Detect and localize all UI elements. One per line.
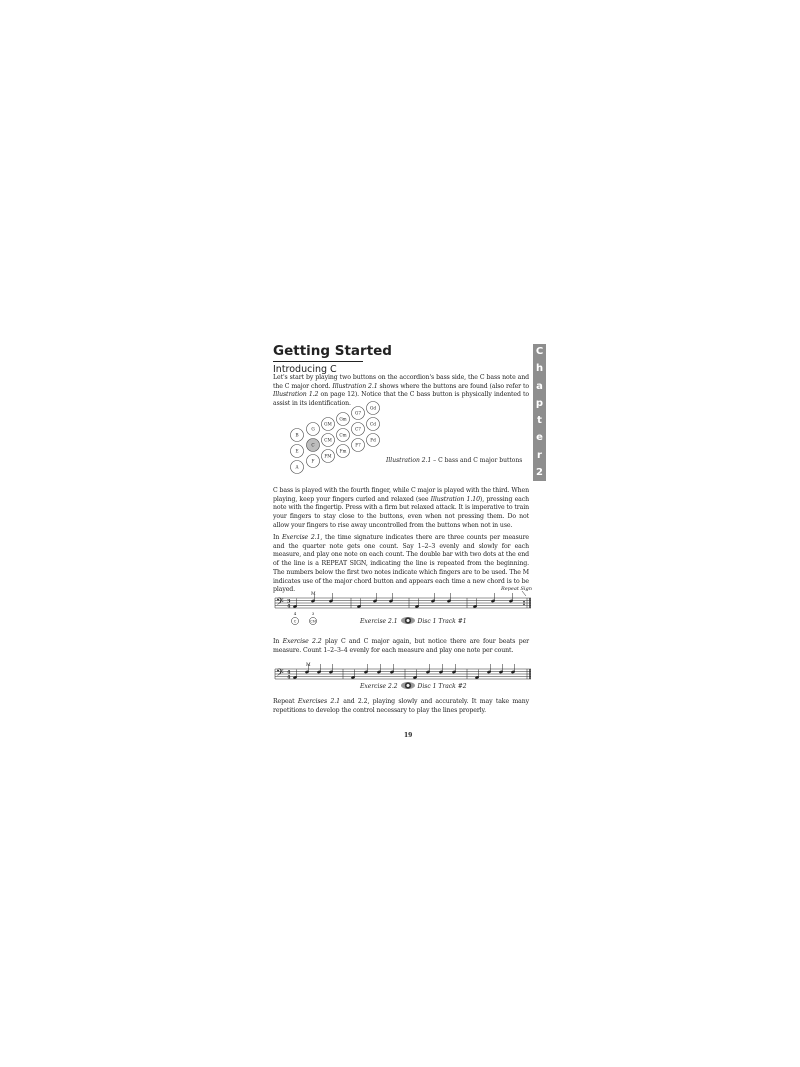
bass-button-CM	[322, 434, 335, 447]
svg-text:G: G	[311, 426, 315, 432]
svg-text:Cm: Cm	[339, 432, 347, 438]
major-chord-marker: M	[306, 663, 311, 668]
bass-button-Cm	[337, 429, 350, 442]
finger-number: 3	[311, 611, 315, 616]
chapter-tab-letter: p	[535, 397, 544, 409]
fingering-paragraph: C bass is played with the fourth finger, while C major is played with the third. When playing, keep your fingers curled and relaxed (see Illustration 1.10), pressing each note with the fingertip. Press with a firm but relaxed attack. It is imperative to train your fingers to stay close to the buttons, even when not pressing them. Do not allow your fingers to rise away uncontrolled from the buttons when not in use.	[273, 487, 529, 529]
button-label: CM	[310, 619, 316, 624]
svg-text:F7: F7	[355, 442, 361, 448]
bass-button-Fm	[337, 445, 350, 458]
chapter-tab-letter: h	[535, 363, 544, 375]
svg-text:GM: GM	[324, 421, 332, 427]
cd-disc-icon	[401, 682, 415, 689]
svg-text:A: A	[295, 464, 299, 470]
intro-paragraph: Let's start by playing two buttons on the accordion's bass side, the C bass note and the C major chord. Illustration 2.1 shows where the buttons are found (also refer to Illustration 1.2 on page 12). Notice that the C bass button is physically indented to assist in its identification.	[273, 374, 529, 408]
svg-text:Gd: Gd	[369, 405, 377, 411]
svg-text:CM: CM	[324, 437, 332, 443]
bass-button-Fd	[367, 434, 380, 447]
chapter-tab-letter: t	[537, 415, 542, 427]
page-number: 19	[404, 732, 413, 739]
time-signature-top: 4	[287, 669, 291, 676]
exercise-paragraph: In Exercise 2.1, the time signature indicates there are three counts per measure and the quarter note gets one count. Say 1–2–3 evenly and slowly for each measure, and play one note on each count. The double bar with two dots at the end of the line is a REPEAT SIGN, indicating the line is repeated from the beginning. The numbers below the first two notes indicate which fingers are to be used. The M indicates use of the major chord button and appears each time a new chord is to be played.	[273, 534, 529, 594]
svg-text:E: E	[295, 448, 299, 454]
bass-button-E	[291, 445, 304, 458]
bass-button-A	[291, 461, 304, 474]
chapter-tab-letter: C	[535, 346, 544, 357]
exercise-2-paragraph: In Exercise 2.2 play C and C major again, but notice there are four beats per measure. Count 1–2–3–4 evenly for each measure and play one note per count.	[273, 638, 529, 654]
exercise-1-label: Exercise 2.1 Disc 1 Track #1	[360, 618, 467, 625]
svg-text:Cd: Cd	[370, 421, 376, 427]
section-subheading: Introducing C	[273, 364, 337, 375]
major-chord-marker: M	[311, 592, 316, 597]
svg-text:C7: C7	[355, 426, 361, 432]
bass-button-FM	[322, 450, 335, 463]
svg-text:Gm: Gm	[339, 416, 347, 422]
repeat-sign-label: Repeat Sign	[501, 586, 532, 592]
chapter-tab-letter: a	[536, 380, 543, 392]
time-signature-bottom: 4	[287, 674, 291, 681]
bass-button-G	[307, 423, 320, 436]
finger-number: 4	[293, 611, 297, 616]
cd-disc-icon	[401, 617, 415, 624]
bass-button-F7	[352, 439, 365, 452]
bass-button-Gd	[367, 402, 380, 415]
chapter-tab-number: 2	[536, 466, 543, 478]
time-signature-bottom: 4	[287, 603, 291, 610]
closing-paragraph: Repeat Exercises 2.1 and 2.2, playing slowly and accurately. It may take many repetitions to develop the control necessary to play the lines properly.	[273, 698, 529, 714]
time-signature-top: 3	[287, 598, 291, 605]
exercise-2-staff	[273, 658, 535, 684]
page-heading: Getting Started	[273, 343, 363, 362]
svg-text:Fm: Fm	[339, 448, 347, 454]
bass-button-B	[291, 429, 304, 442]
svg-text:C: C	[311, 442, 315, 448]
bass-button-C7	[352, 423, 365, 436]
svg-text:FM: FM	[324, 453, 332, 459]
bass-button-F	[307, 455, 320, 468]
svg-text:Fd: Fd	[370, 437, 376, 443]
svg-text:G7: G7	[354, 410, 362, 416]
svg-text:F: F	[311, 458, 315, 464]
bass-button-diagram	[286, 398, 386, 478]
svg-text:B: B	[295, 432, 299, 438]
bass-button-G7	[352, 407, 365, 420]
bass-button-GM	[322, 418, 335, 431]
bass-button-Gm	[337, 413, 350, 426]
exercise-2-label: Exercise 2.2 Disc 1 Track #2	[360, 683, 467, 690]
button-label: C	[293, 619, 297, 624]
chapter-tab-letter: r	[537, 449, 542, 461]
chapter-tab	[533, 344, 546, 481]
bass-clef-icon: 𝄢	[276, 667, 284, 681]
bass-button-Cd	[367, 418, 380, 431]
bass-button-C	[307, 439, 320, 452]
illustration-caption: Illustration 2.1 – C bass and C major buttons	[386, 457, 523, 464]
bass-clef-icon: 𝄢	[276, 596, 284, 610]
chapter-tab-letter: e	[536, 432, 543, 444]
